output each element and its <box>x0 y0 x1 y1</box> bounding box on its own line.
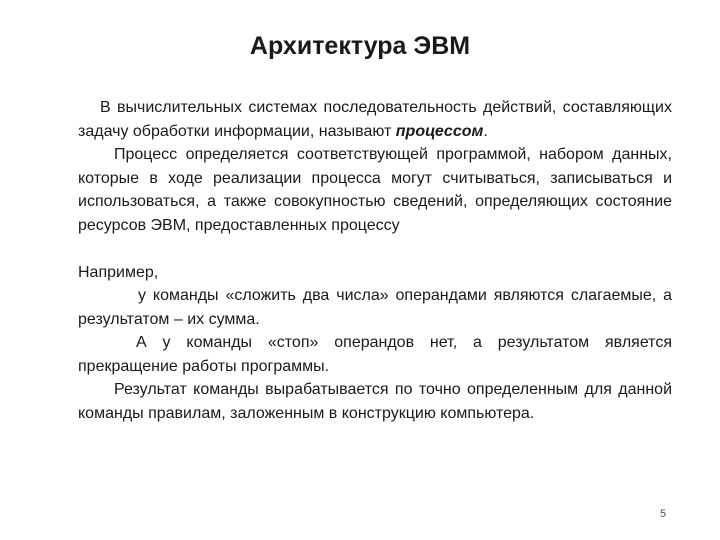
paragraph-command-result: Результат команды вырабатывается по точно определенным для данной команды правилам, заложенным в конструкцию компьютера. <box>78 381 672 422</box>
example-stop-command: А у команды «стоп» операндов нет, а результатом является прекращение работы программы. <box>78 334 672 375</box>
slide-body <box>78 96 672 425</box>
paragraph-process-end: . <box>483 122 488 140</box>
example-heading: Например, <box>78 263 159 281</box>
page-number: 5 <box>660 508 667 520</box>
slide-title: Архитектура ЭВМ <box>249 32 471 60</box>
paragraph-process-description: Процесс определяется соответствующей программой, набором данных, которые в ходе реализации процесса могут считываться, записываться и использоваться, а также совокупностью сведений, определяющих состояние ресурсов ЭВМ, предоставленных процессу <box>78 146 672 234</box>
term-process: процессом <box>395 122 484 140</box>
paragraph-process-text: В вычислительных системах последовательность действий, составляющих задачу обработки информации, называют <box>78 99 672 140</box>
paragraph-process-definition <box>78 96 672 143</box>
example-add-command: у команды «сложить два числа» операндами являются слагаемые, а результатом – их сумма. <box>78 287 672 328</box>
spacer <box>78 237 672 261</box>
